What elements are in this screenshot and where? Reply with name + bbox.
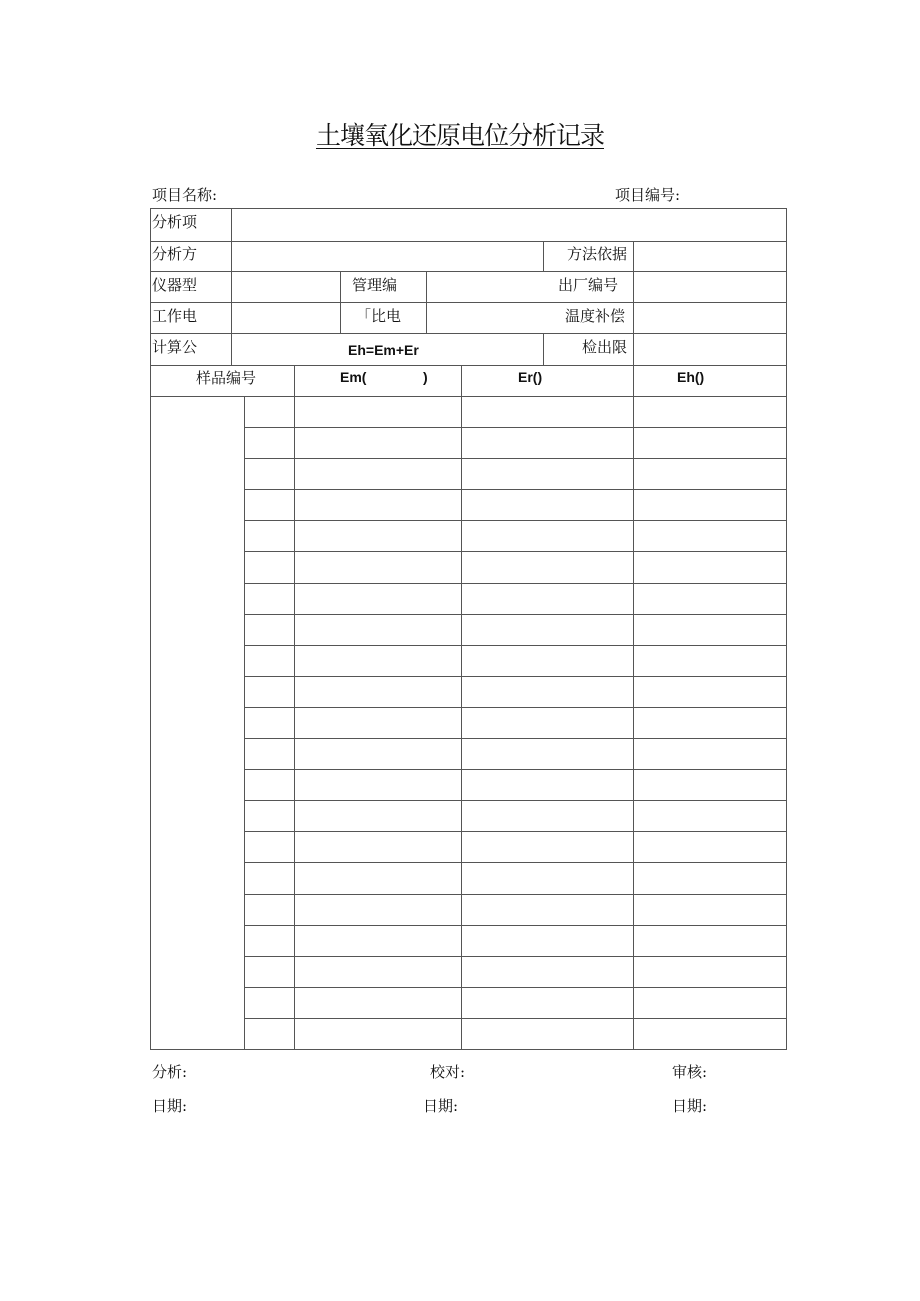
table-row-divider [244,956,787,957]
analysis-method-label: 分析方 [152,245,198,263]
temp-compensation-label: 温度补偿 [565,307,626,325]
footer-proofread: 校对: [430,1063,466,1081]
table-row-divider [244,489,787,490]
table-row-divider [244,925,787,926]
footer-date-proofread: 日期: [423,1097,459,1115]
header-em-close: ) [423,369,428,385]
footer-date-review: 日期: [672,1097,708,1115]
table-row-divider [244,769,787,770]
factory-no-label: 出厂编号 [558,276,619,294]
project-name-label: 项目名称: [152,186,218,204]
table-row-divider [244,738,787,739]
formula-value: Eh=Em+Er [348,342,419,358]
table-row-divider [244,551,787,552]
table-row-divider [244,427,787,428]
table-row-divider [244,614,787,615]
footer-analysis: 分析: [152,1063,188,1081]
management-no-label: 管理编 [352,276,398,294]
table-row-divider [244,707,787,708]
analysis-item-label: 分析项 [152,213,198,231]
header-eh: Eh() [677,369,705,385]
formula-label: 计算公 [152,338,198,356]
reference-electrode-label: 「比电 [356,307,402,325]
table-row-divider [244,987,787,988]
header-em-open: Em( [340,369,367,385]
table-row-divider [244,862,787,863]
footer-review: 审核: [672,1063,708,1081]
table-row-divider [244,676,787,677]
method-basis-label: 方法依据 [567,245,628,263]
table-row-divider [244,583,787,584]
table-row-divider [244,831,787,832]
working-electrode-label: 工作电 [152,307,198,325]
table-row-divider [244,520,787,521]
table-row-divider [244,800,787,801]
table-row-divider [244,458,787,459]
page-title: 土壤氧化还原电位分析记录 [315,121,604,150]
table-row-divider [244,894,787,895]
table-row-divider [244,1018,787,1019]
detection-limit-label: 检出限 [582,338,628,356]
table-row-divider [244,645,787,646]
header-sample-no: 样品编号 [196,369,257,387]
header-er: Er() [518,369,543,385]
project-no-label: 项目编号: [615,186,681,204]
footer-date-analysis: 日期: [152,1097,188,1115]
instrument-model-label: 仪器型 [152,276,198,294]
